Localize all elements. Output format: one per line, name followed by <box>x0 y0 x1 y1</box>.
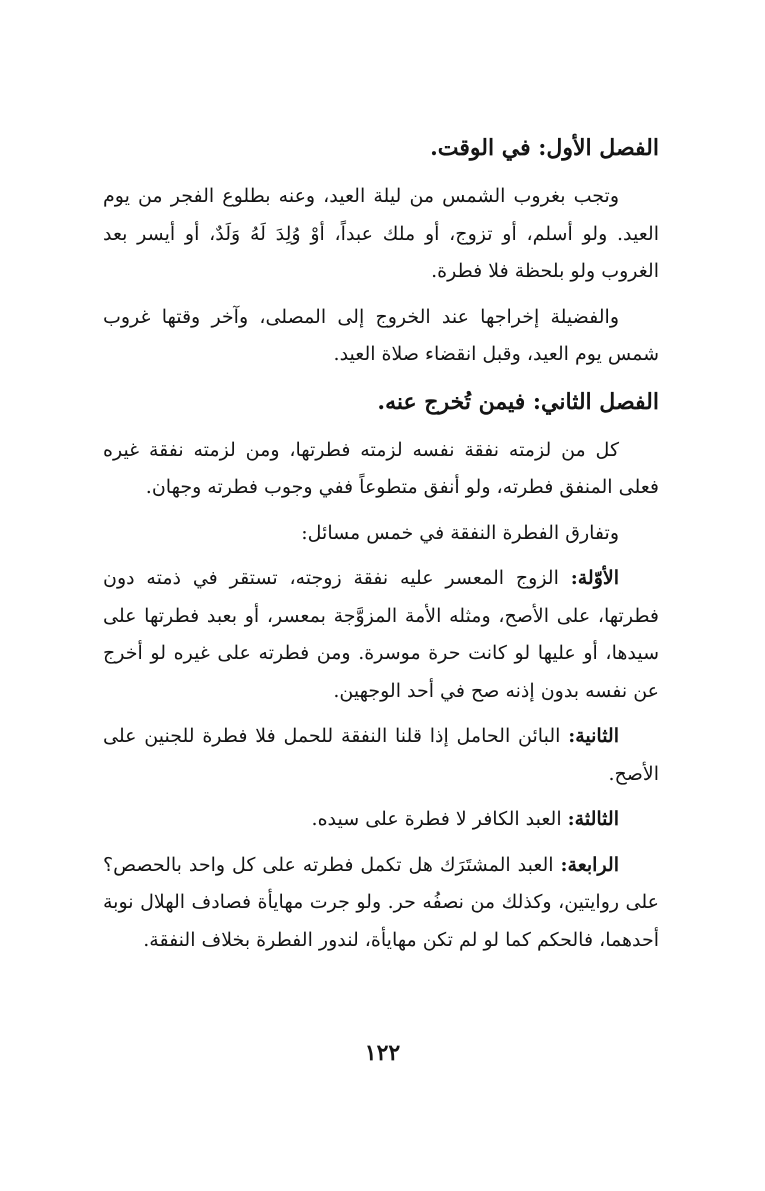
issue-lead: الرابعة: <box>560 853 619 876</box>
issue-paragraph <box>103 560 659 710</box>
issue-text: البائن الحامل إذا قلنا النفقة للحمل فلا فطرة للجنين على الأصح. <box>103 725 659 785</box>
section-heading-time: الفصل الأول: في الوقت. <box>430 135 659 161</box>
issue-paragraph <box>103 718 659 793</box>
issue-paragraph <box>103 801 659 839</box>
issue-text: العبد الكافر لا فطرة على سيده. <box>311 808 568 830</box>
issue-text: العبد المشتَرَك هل تكمل فطرته على كل واحد بالحصص؟ على روايتين، وكذلك من نصفُه حر. ولو جرت مهايأة فصادف الهلال نوبة أحدهما، فالحكم كما لو لم تكن مهايأة، لندور الفطرة بخلاف النفقة. <box>103 853 659 951</box>
paragraph-virtue-time: والفضيلة إخراجها عند الخروج إلى المصلى، وآخر وقتها غروب شمس يوم العيد، وقبل انقضاء صلاة العيد. <box>103 305 659 365</box>
paragraph-payees: كل من لزمته نفقة نفسه لزمته فطرتها، ومن لزمته نفقة غيره فعلى المنفق فطرته، ولو أنفق متطوعاً ففي وجوب فطرته وجهان. <box>103 438 659 498</box>
issue-lead: الأوّلة: <box>570 567 619 589</box>
page-body <box>103 120 659 967</box>
issue-lead: الثالثة: <box>567 808 619 830</box>
issue-text: الزوج المعسر عليه نفقة زوجته، تستقر في ذمته دون فطرتها، على الأصح، ومثله الأمة المزوَّجة بمعسر، أو بعبد فطرتها على سيدها، أو عليها لو كانت حرة موسرة. ومن فطرته على غيره لو أخرج عن نفسه بدون إذنه صح في أحد الوجهين. <box>103 567 659 702</box>
paragraph-five-issues-intro: وتفارق الفطرة النفقة في خمس مسائل: <box>301 521 619 544</box>
issue-paragraph <box>103 847 659 960</box>
paragraph-obligation-time: وتجب بغروب الشمس من ليلة العيد، وعنه بطلوع الفجر من يوم العيد. ولو أسلم، أو تزوج، أو ملك عبداً، أوْ وُلِدَ لَهُ وَلَدٌ، أو أيسر بعد الغروب ولو بلحظة فلا فطرة. <box>103 185 659 282</box>
page-number: ١٢٢ <box>364 1040 401 1066</box>
section-heading-payees: الفصل الثاني: فيمن تُخرج عنه. <box>377 388 659 415</box>
issue-lead: الثانية: <box>568 725 619 747</box>
